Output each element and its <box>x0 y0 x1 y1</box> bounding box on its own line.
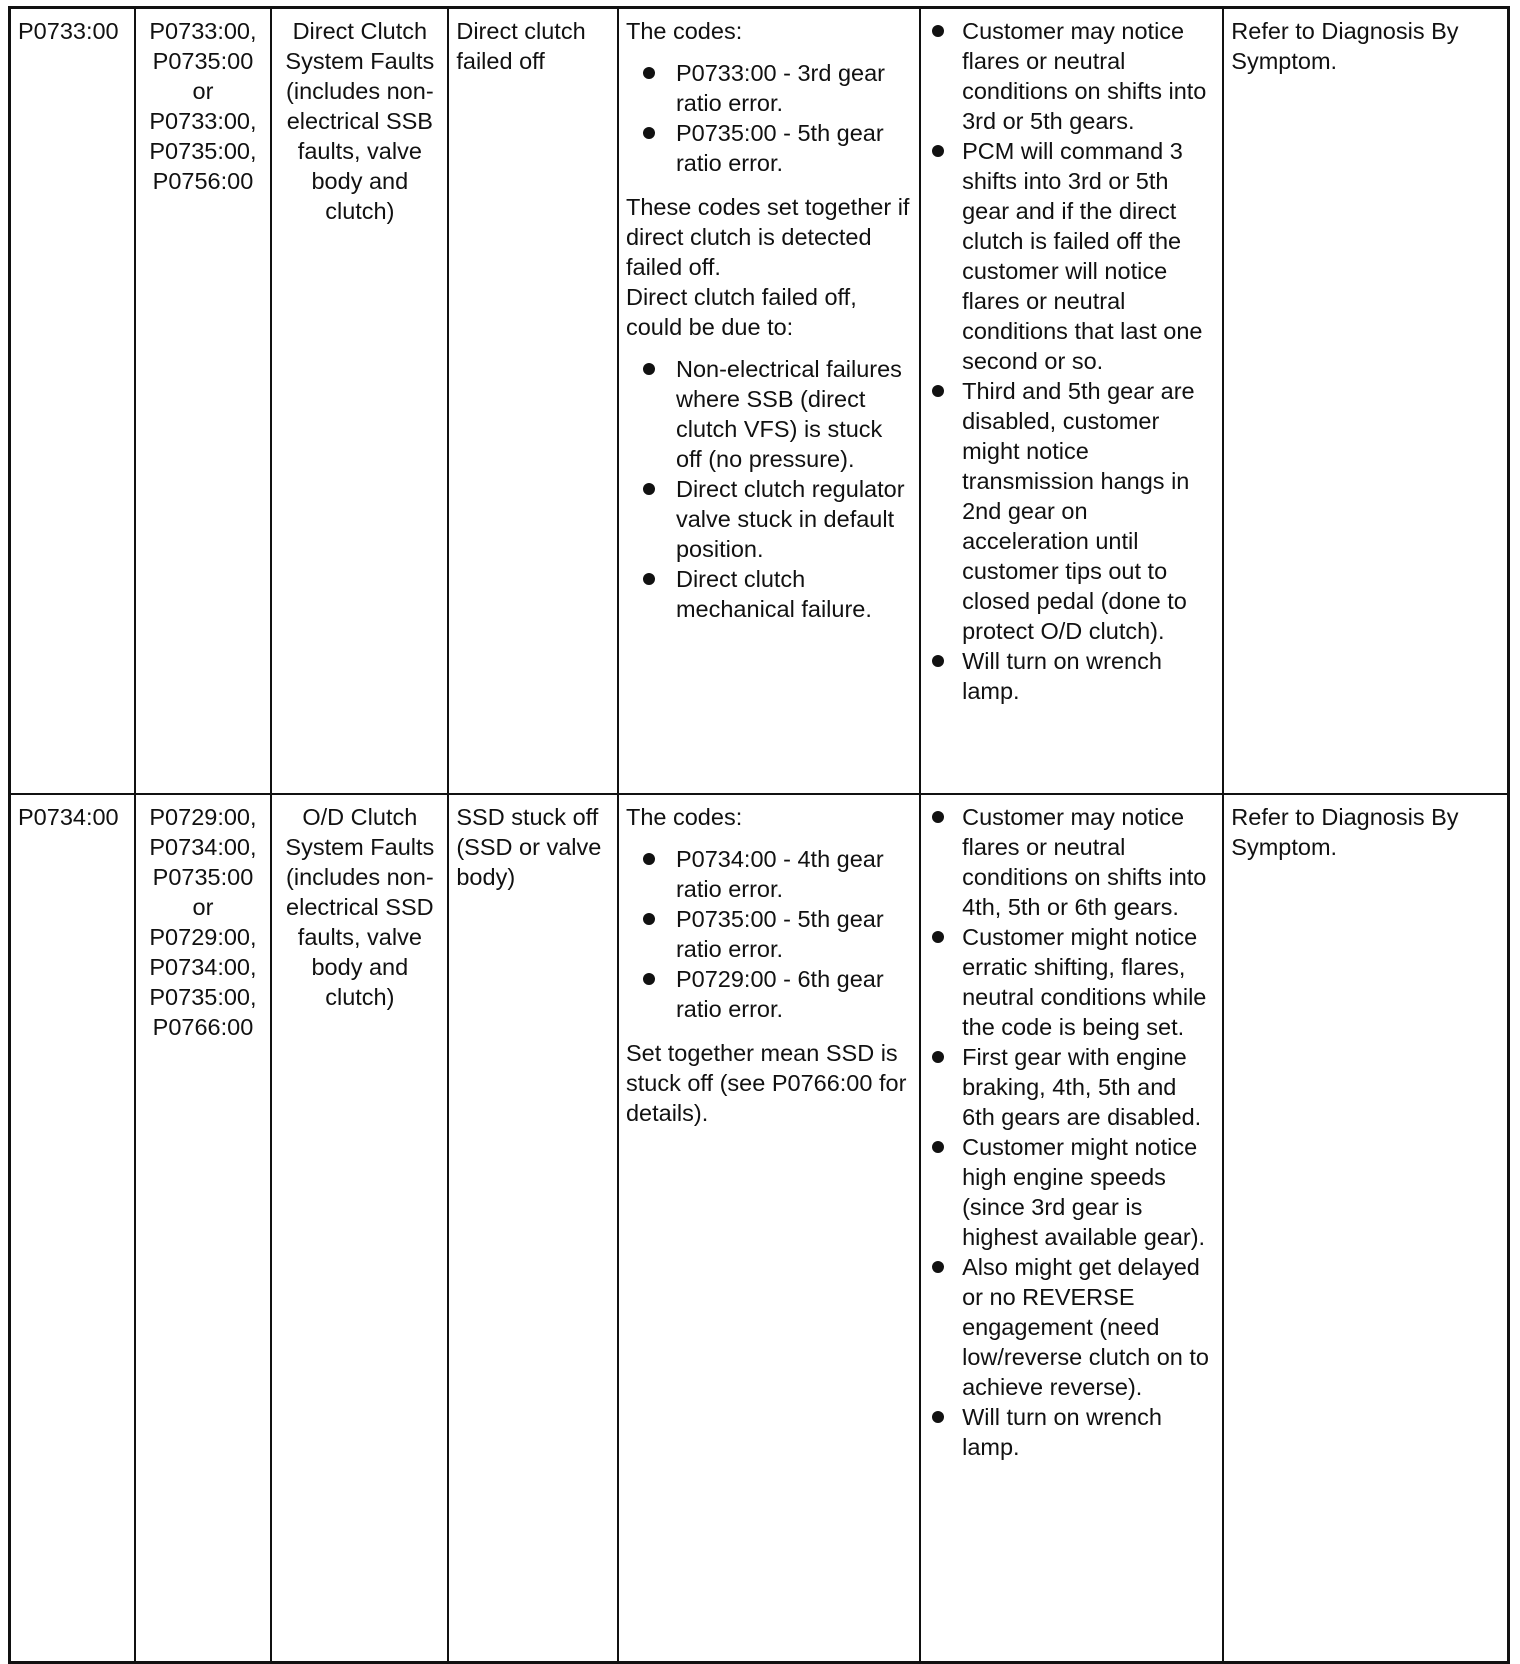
list-item: Customer may notice flares or neutral conditions on shifts into 4th, 5th or 6th gears. <box>928 802 1215 922</box>
action-cell <box>1223 794 1508 1663</box>
dtc-code: P0733:00 <box>18 18 119 44</box>
combination-cell <box>135 8 272 795</box>
bullet-icon <box>643 573 655 585</box>
list-item: P0733:00 - 3rd gear ratio error. <box>626 58 912 118</box>
list-item: Will turn on wrench lamp. <box>928 646 1215 706</box>
bullet-icon <box>932 1051 944 1063</box>
list-item: Third and 5th gear are disabled, customer might notice transmission hangs in 2nd gear on acceleration until customer tips out to closed pedal (done to protect O/D clutch). <box>928 376 1215 646</box>
dtc-code: P0734:00 <box>18 804 119 830</box>
causes-list <box>626 354 912 624</box>
symptoms-list <box>928 16 1215 706</box>
bullet-icon <box>932 931 944 943</box>
list-item: P0735:00 - 5th gear ratio error. <box>626 118 912 178</box>
list-item: Customer might notice erratic shifting, flares, neutral conditions while the code is being set. <box>928 922 1215 1042</box>
dtc-combination: P0729:00, P0734:00, P0735:00 or P0729:00, P0734:00, P0735:00, P0766:00 <box>149 804 257 1040</box>
bullet-icon <box>932 811 944 823</box>
codes-intro: The codes: <box>625 804 743 830</box>
bullet-icon <box>932 385 944 397</box>
dtc-cell <box>10 794 135 1663</box>
bullet-icon <box>932 145 944 157</box>
list-item: P0734:00 - 4th gear ratio error. <box>626 844 912 904</box>
bullet-icon <box>643 483 655 495</box>
bullet-icon <box>643 973 655 985</box>
codes-list <box>626 58 912 178</box>
dtc-table <box>8 6 1510 1664</box>
condition-text: SSD stuck off (SSD or valve body) <box>456 804 602 890</box>
system-cell <box>271 794 448 1663</box>
bullet-icon <box>932 1261 944 1273</box>
system-cell <box>271 8 448 795</box>
bullet-icon <box>643 363 655 375</box>
list-item: Also might get delayed or no REVERSE engagement (need low/reverse clutch on to achieve reverse). <box>928 1252 1215 1402</box>
system-text: O/D Clutch System Faults (includes non-electrical SSD faults, valve body and clutch) <box>285 804 435 1010</box>
symptoms-cell <box>920 8 1223 795</box>
list-item: Direct clutch regulator valve stuck in default position. <box>626 474 912 564</box>
bullet-icon <box>932 25 944 37</box>
dtc-combination: P0733:00, P0735:00 or P0733:00, P0735:00, P0756:00 <box>149 18 257 194</box>
bullet-icon <box>643 853 655 865</box>
bullet-icon <box>643 127 655 139</box>
condition-cell <box>448 794 618 1663</box>
list-item: First gear with engine braking, 4th, 5th and 6th gears are disabled. <box>928 1042 1215 1132</box>
codes-intro: The codes: <box>625 18 743 44</box>
bullet-icon <box>932 655 944 667</box>
list-item: Direct clutch mechanical failure. <box>626 564 912 624</box>
bullet-icon <box>643 67 655 79</box>
list-item: Will turn on wrench lamp. <box>928 1402 1215 1462</box>
combination-cell <box>135 794 272 1663</box>
codes-list <box>626 844 912 1024</box>
bullet-icon <box>932 1411 944 1423</box>
condition-text: Direct clutch failed off <box>456 18 586 74</box>
action-text: Refer to Diagnosis By Symptom. <box>1231 804 1459 860</box>
table-row <box>10 8 1509 795</box>
description-paragraph: Set together mean SSD is stuck off (see P0766:00 for details). <box>625 1040 907 1126</box>
dtc-cell <box>10 8 135 795</box>
description-paragraph: Direct clutch failed off, could be due to: <box>625 284 857 340</box>
description-paragraph: These codes set together if direct clutch is detected failed off. <box>625 194 910 280</box>
list-item: PCM will command 3 shifts into 3rd or 5th gear and if the direct clutch is failed off the customer will notice flares or neutral conditions that last one second or so. <box>928 136 1215 376</box>
bullet-icon <box>643 913 655 925</box>
list-item: P0735:00 - 5th gear ratio error. <box>626 904 912 964</box>
condition-cell <box>448 8 618 795</box>
table-row <box>10 794 1509 1663</box>
description-cell <box>618 794 920 1663</box>
list-item: Customer might notice high engine speeds (since 3rd gear is highest available gear). <box>928 1132 1215 1252</box>
description-cell <box>618 8 920 795</box>
bullet-icon <box>932 1141 944 1153</box>
system-text: Direct Clutch System Faults (includes non-electrical SSB faults, valve body and clutch) <box>285 18 435 224</box>
symptoms-cell <box>920 794 1223 1663</box>
list-item: Customer may notice flares or neutral conditions on shifts into 3rd or 5th gears. <box>928 16 1215 136</box>
action-text: Refer to Diagnosis By Symptom. <box>1231 18 1459 74</box>
list-item: Non-electrical failures where SSB (direct clutch VFS) is stuck off (no pressure). <box>626 354 912 474</box>
action-cell <box>1223 8 1508 795</box>
list-item: P0729:00 - 6th gear ratio error. <box>626 964 912 1024</box>
symptoms-list <box>928 802 1215 1462</box>
